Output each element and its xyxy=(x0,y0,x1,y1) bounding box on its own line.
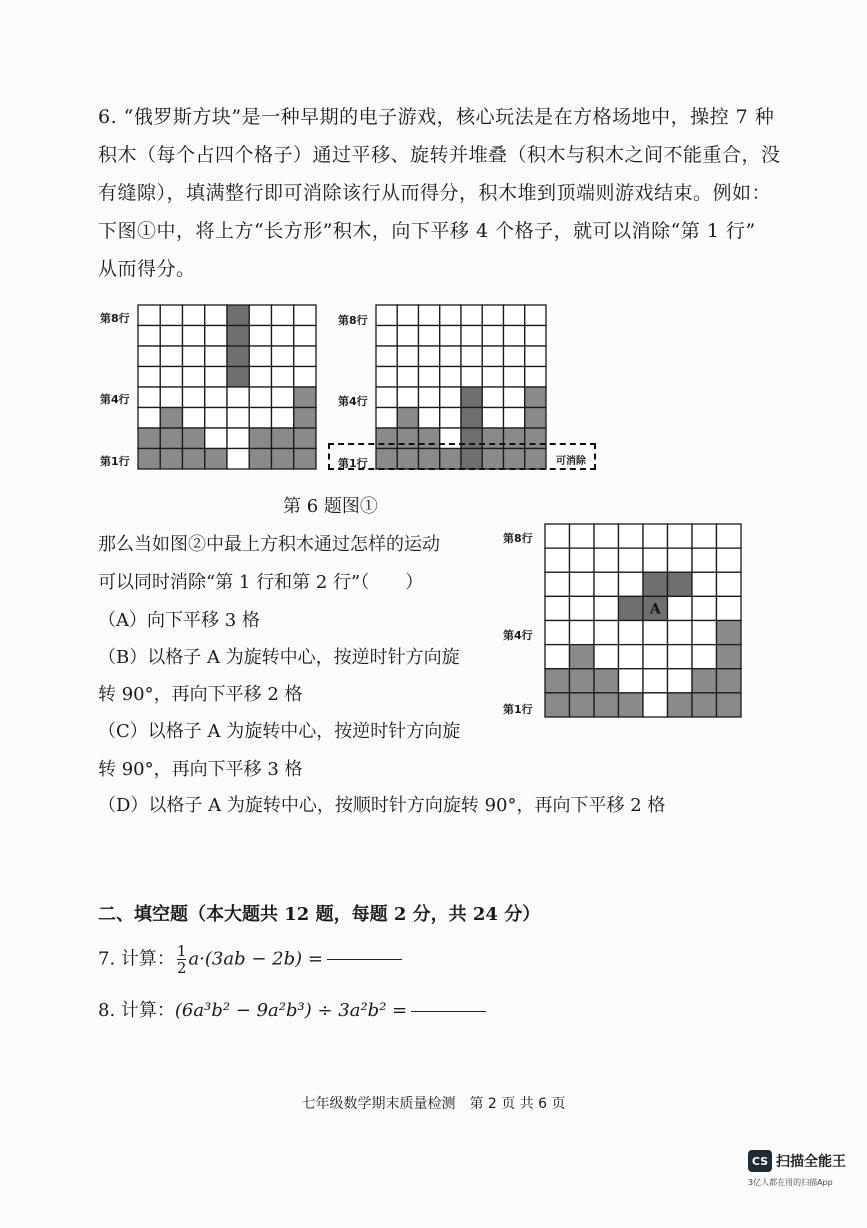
grid-cell-filled xyxy=(249,428,271,449)
grid-cell-empty xyxy=(692,548,717,572)
grid-cell-empty xyxy=(205,367,227,388)
tetris-grid-left xyxy=(137,304,317,470)
grid-cell-filled xyxy=(570,693,595,717)
grid-cell-empty xyxy=(504,346,525,367)
grid-cell-empty xyxy=(594,645,619,669)
row-label-4: 第4行 xyxy=(338,395,368,408)
grid-cell-filled xyxy=(570,645,595,669)
grid-cell-empty xyxy=(545,645,570,669)
grid-cell-empty xyxy=(183,305,205,326)
grid-cell-empty xyxy=(138,387,160,408)
grid-cell-empty xyxy=(376,387,397,408)
page-footer: 七年级数学期末质量检测 第 2 页 共 6 页 xyxy=(301,1096,566,1112)
grid-cell-empty xyxy=(205,408,227,429)
grid-cell-filled xyxy=(183,428,205,449)
row-label-8: 第8行 xyxy=(503,532,533,545)
grid-cell-empty xyxy=(594,548,619,572)
grid-cell-empty xyxy=(461,326,482,347)
option-d: （D）以格子 A 为旋转中心，按顺时针方向旋转 90°，再向下平移 2 格 xyxy=(98,795,666,816)
grid-cell-filled xyxy=(594,669,619,693)
grid-cell-empty xyxy=(525,367,546,388)
grid-cell-empty xyxy=(272,367,294,388)
grid-cell-empty xyxy=(249,326,271,347)
grid-cell-empty xyxy=(619,669,644,693)
grid-cell-filled xyxy=(692,669,717,693)
grid-cell-empty xyxy=(692,596,717,620)
grid-cell-empty xyxy=(397,346,418,367)
grid-cell-empty xyxy=(717,572,742,596)
option-b: （B）以格子 A 为旋转中心，按逆时针方向旋 xyxy=(98,647,460,668)
grid-cell-filled xyxy=(294,449,316,470)
grid-cell-filled xyxy=(272,449,294,470)
grid-cell-empty xyxy=(668,645,693,669)
grid-cell-empty xyxy=(160,387,182,408)
grid-cell-empty xyxy=(294,326,316,347)
grid-cell-filled xyxy=(397,408,418,429)
grid-cell-empty xyxy=(294,367,316,388)
grid-cell-empty xyxy=(643,645,668,669)
fraction-numerator: 1 xyxy=(176,942,187,960)
rotation-center-label: A xyxy=(649,601,661,618)
grid-cell-empty xyxy=(183,367,205,388)
row-label-4: 第4行 xyxy=(100,393,130,406)
clear-label: 可消除 xyxy=(556,456,586,467)
grid-cell-empty xyxy=(376,408,397,429)
grid-cell-filled xyxy=(249,449,271,470)
grid-cell-filled xyxy=(183,449,205,470)
grid-cell-empty xyxy=(397,387,418,408)
grid-cell-empty xyxy=(138,346,160,367)
grid-cell-empty xyxy=(619,621,644,645)
grid-cell-filled xyxy=(461,408,482,429)
grid-cell-filled xyxy=(272,428,294,449)
grid-cell-empty xyxy=(249,305,271,326)
grid-cell-empty xyxy=(183,408,205,429)
row-label-4: 第4行 xyxy=(503,629,533,642)
grid-cell-empty xyxy=(440,367,461,388)
row-label-1: 第1行 xyxy=(338,457,368,470)
q6-line: 有缝隙），填满整行即可消除该行从而得分，积木堆到顶端则游戏结束。例如： xyxy=(98,182,772,204)
grid-cell-empty xyxy=(482,367,503,388)
grid-cell-filled xyxy=(138,428,160,449)
grid-cell-filled xyxy=(594,693,619,717)
grid-cell-empty xyxy=(570,572,595,596)
grid-cell-empty xyxy=(504,408,525,429)
grid-cell-filled xyxy=(160,449,182,470)
q8-prefix: 8. 计算： xyxy=(98,1000,175,1021)
grid-cell-empty xyxy=(643,548,668,572)
grid-cell-empty xyxy=(227,408,249,429)
fraction-denominator: 2 xyxy=(176,959,187,977)
grid-cell-empty xyxy=(183,326,205,347)
grid-cell-empty xyxy=(692,621,717,645)
grid-cell-empty xyxy=(619,645,644,669)
row-label-1: 第1行 xyxy=(503,703,533,716)
q7-prefix: 7. 计算： xyxy=(98,948,175,970)
grid-cell-empty xyxy=(419,346,440,367)
grid-cell-empty xyxy=(138,326,160,347)
grid-cell-filled xyxy=(717,645,742,669)
grid-cell-empty xyxy=(160,346,182,367)
grid-cell-empty xyxy=(440,387,461,408)
grid-cell-empty xyxy=(272,326,294,347)
grid-cell-empty xyxy=(570,524,595,548)
grid-cell-empty xyxy=(643,621,668,645)
option-b-cont: 转 90°，再向下平移 2 格 xyxy=(98,684,303,705)
grid-cell-filled xyxy=(227,346,249,367)
grid-cell-filled xyxy=(160,428,182,449)
grid-cell-filled xyxy=(205,449,227,470)
grid-cell-empty xyxy=(205,346,227,367)
grid-cell-empty xyxy=(138,305,160,326)
grid-cell-empty xyxy=(376,326,397,347)
grid-cell-empty xyxy=(249,387,271,408)
grid-cell-empty xyxy=(619,572,644,596)
figure-1-caption: 第 6 题图① xyxy=(283,496,378,517)
grid-cell-empty xyxy=(668,596,693,620)
grid-cell-empty xyxy=(482,326,503,347)
option-c: （C）以格子 A 为旋转中心，按逆时针方向旋 xyxy=(98,721,461,742)
grid-cell-empty xyxy=(668,524,693,548)
grid-cell-filled xyxy=(227,305,249,326)
grid-cell-filled xyxy=(717,693,742,717)
q8-expression: (6a³b² − 9a²b³) ÷ 3a²b² = xyxy=(174,1000,408,1021)
grid-cell-empty xyxy=(249,346,271,367)
grid-cell-filled xyxy=(138,449,160,470)
grid-cell-empty xyxy=(440,408,461,429)
grid-cell-empty xyxy=(440,346,461,367)
grid-cell-empty xyxy=(717,596,742,620)
grid-cell-empty xyxy=(461,367,482,388)
grid-cell-empty xyxy=(294,305,316,326)
camscanner-logo-icon: CS xyxy=(748,1150,772,1172)
grid-cell-empty xyxy=(570,596,595,620)
grid-cell-empty xyxy=(482,408,503,429)
grid-cell-filled xyxy=(545,693,570,717)
grid-cell-empty xyxy=(227,387,249,408)
q6-line: 积木（每个占四个格子）通过平移、旋转并堆叠（积木与积木之间不能重合，没 xyxy=(98,144,781,166)
grid-cell-empty xyxy=(668,669,693,693)
grid-cell-empty xyxy=(594,596,619,620)
grid-cell-empty xyxy=(183,387,205,408)
q6-line: 下图①中，将上方“长方形”积木，向下平移 4 个格子，就可以消除“第 1 行” xyxy=(98,220,756,242)
grid-cell-empty xyxy=(419,305,440,326)
tetris-grid-figure-2 xyxy=(544,523,742,718)
grid-cell-filled xyxy=(294,408,316,429)
grid-cell-empty xyxy=(440,326,461,347)
grid-cell-empty xyxy=(570,621,595,645)
grid-cell-empty xyxy=(183,346,205,367)
grid-cell-empty xyxy=(619,548,644,572)
grid-cell-empty xyxy=(419,408,440,429)
question-7 xyxy=(98,943,402,976)
grid-cell-empty xyxy=(594,524,619,548)
grid-cell-empty xyxy=(440,305,461,326)
grid-cell-empty xyxy=(504,305,525,326)
grid-cell-filled xyxy=(717,621,742,645)
grid-cell-empty xyxy=(504,367,525,388)
row-label-8: 第8行 xyxy=(100,312,130,325)
grid-cell-empty xyxy=(643,669,668,693)
grid-cell-filled xyxy=(461,387,482,408)
grid-cell-filled xyxy=(619,596,644,620)
grid-cell-empty xyxy=(138,408,160,429)
grid-cell-empty xyxy=(504,387,525,408)
grid-cell-empty xyxy=(643,524,668,548)
scanner-watermark xyxy=(748,1150,846,1172)
grid-cell-empty xyxy=(376,367,397,388)
grid-cell-filled xyxy=(227,326,249,347)
grid-cell-empty xyxy=(545,596,570,620)
grid-cell-filled xyxy=(545,669,570,693)
q7-expression: a·(3ab − 2b) = xyxy=(188,948,323,970)
grid-cell-filled xyxy=(160,408,182,429)
grid-cell-filled xyxy=(668,572,693,596)
grid-cell-filled xyxy=(294,428,316,449)
grid-cell-filled xyxy=(525,408,546,429)
grid-cell-empty xyxy=(397,367,418,388)
grid-cell-empty xyxy=(619,524,644,548)
grid-cell-empty xyxy=(570,548,595,572)
grid-cell-empty xyxy=(205,387,227,408)
grid-cell-empty xyxy=(205,305,227,326)
grid-cell-filled xyxy=(643,572,668,596)
question-6-text xyxy=(98,98,781,288)
q6-line: 6. “俄罗斯方块”是一种早期的电子游戏，核心玩法是在方格场地中，操控 7 种 xyxy=(98,106,775,128)
q6-prompt-line: 可以同时消除“第 1 行和第 2 行”（ ） xyxy=(98,572,424,593)
option-c-cont: 转 90°，再向下平移 3 格 xyxy=(98,759,303,780)
grid-cell-empty xyxy=(545,572,570,596)
grid-cell-empty xyxy=(482,387,503,408)
grid-cell-empty xyxy=(272,305,294,326)
grid-cell-empty xyxy=(594,572,619,596)
grid-cell-empty xyxy=(397,326,418,347)
grid-cell-empty xyxy=(272,408,294,429)
grid-cell-empty xyxy=(249,367,271,388)
grid-cell-empty xyxy=(272,387,294,408)
grid-cell-empty xyxy=(461,305,482,326)
grid-cell-empty xyxy=(692,572,717,596)
grid-cell-empty xyxy=(668,548,693,572)
grid-cell-empty xyxy=(643,693,668,717)
watermark-subtitle: 3亿人都在用的扫描App xyxy=(748,1178,833,1187)
grid-cell-empty xyxy=(482,305,503,326)
grid-cell-empty xyxy=(205,326,227,347)
grid-cell-empty xyxy=(525,346,546,367)
q6-line: 从而得分。 xyxy=(98,258,196,280)
grid-cell-empty xyxy=(419,387,440,408)
grid-cell-empty xyxy=(419,326,440,347)
grid-cell-filled xyxy=(668,693,693,717)
grid-cell-empty xyxy=(668,621,693,645)
grid-cell-empty xyxy=(461,346,482,367)
row-label-8: 第8行 xyxy=(338,314,368,327)
grid-cell-empty xyxy=(227,449,249,470)
grid-cell-empty xyxy=(397,305,418,326)
grid-cell-empty xyxy=(525,326,546,347)
grid-cell-empty xyxy=(205,428,227,449)
option-a: （A）向下平移 3 格 xyxy=(98,610,260,631)
grid-cell-empty xyxy=(227,428,249,449)
grid-cell-empty xyxy=(594,621,619,645)
grid-cell-empty xyxy=(160,305,182,326)
grid-cell-filled xyxy=(717,669,742,693)
grid-cell-filled xyxy=(570,669,595,693)
grid-cell-empty xyxy=(525,305,546,326)
grid-cell-empty xyxy=(717,548,742,572)
grid-cell-filled xyxy=(619,693,644,717)
question-8 xyxy=(98,996,486,1022)
grid-cell-empty xyxy=(717,524,742,548)
grid-cell-empty xyxy=(376,346,397,367)
grid-cell-empty xyxy=(294,346,316,367)
grid-cell-empty xyxy=(138,367,160,388)
q6-prompt-line: 那么当如图②中最上方积木通过怎样的运动 xyxy=(98,534,440,555)
answer-blank[interactable] xyxy=(411,1011,486,1012)
grid-cell-empty xyxy=(160,326,182,347)
grid-cell-empty xyxy=(545,524,570,548)
grid-cell-filled xyxy=(294,387,316,408)
grid-cell-empty xyxy=(504,326,525,347)
fraction xyxy=(177,943,187,976)
watermark-name: 扫描全能王 xyxy=(776,1154,846,1170)
grid-cell-filled xyxy=(692,693,717,717)
grid-cell-empty xyxy=(419,367,440,388)
grid-cell-filled xyxy=(525,387,546,408)
grid-cell-empty xyxy=(376,305,397,326)
grid-cell-empty xyxy=(692,645,717,669)
grid-cell-empty xyxy=(692,524,717,548)
section-heading: 二、填空题（本大题共 12 题，每题 2 分，共 24 分） xyxy=(98,904,541,925)
grid-cell-empty xyxy=(249,408,271,429)
grid-cell-empty xyxy=(482,346,503,367)
grid-cell-empty xyxy=(545,621,570,645)
answer-blank[interactable] xyxy=(327,959,402,960)
row-label-1: 第1行 xyxy=(100,455,130,468)
grid-cell-empty xyxy=(160,367,182,388)
grid-cell-empty xyxy=(545,548,570,572)
grid-cell-filled xyxy=(227,367,249,388)
grid-cell-empty xyxy=(272,346,294,367)
